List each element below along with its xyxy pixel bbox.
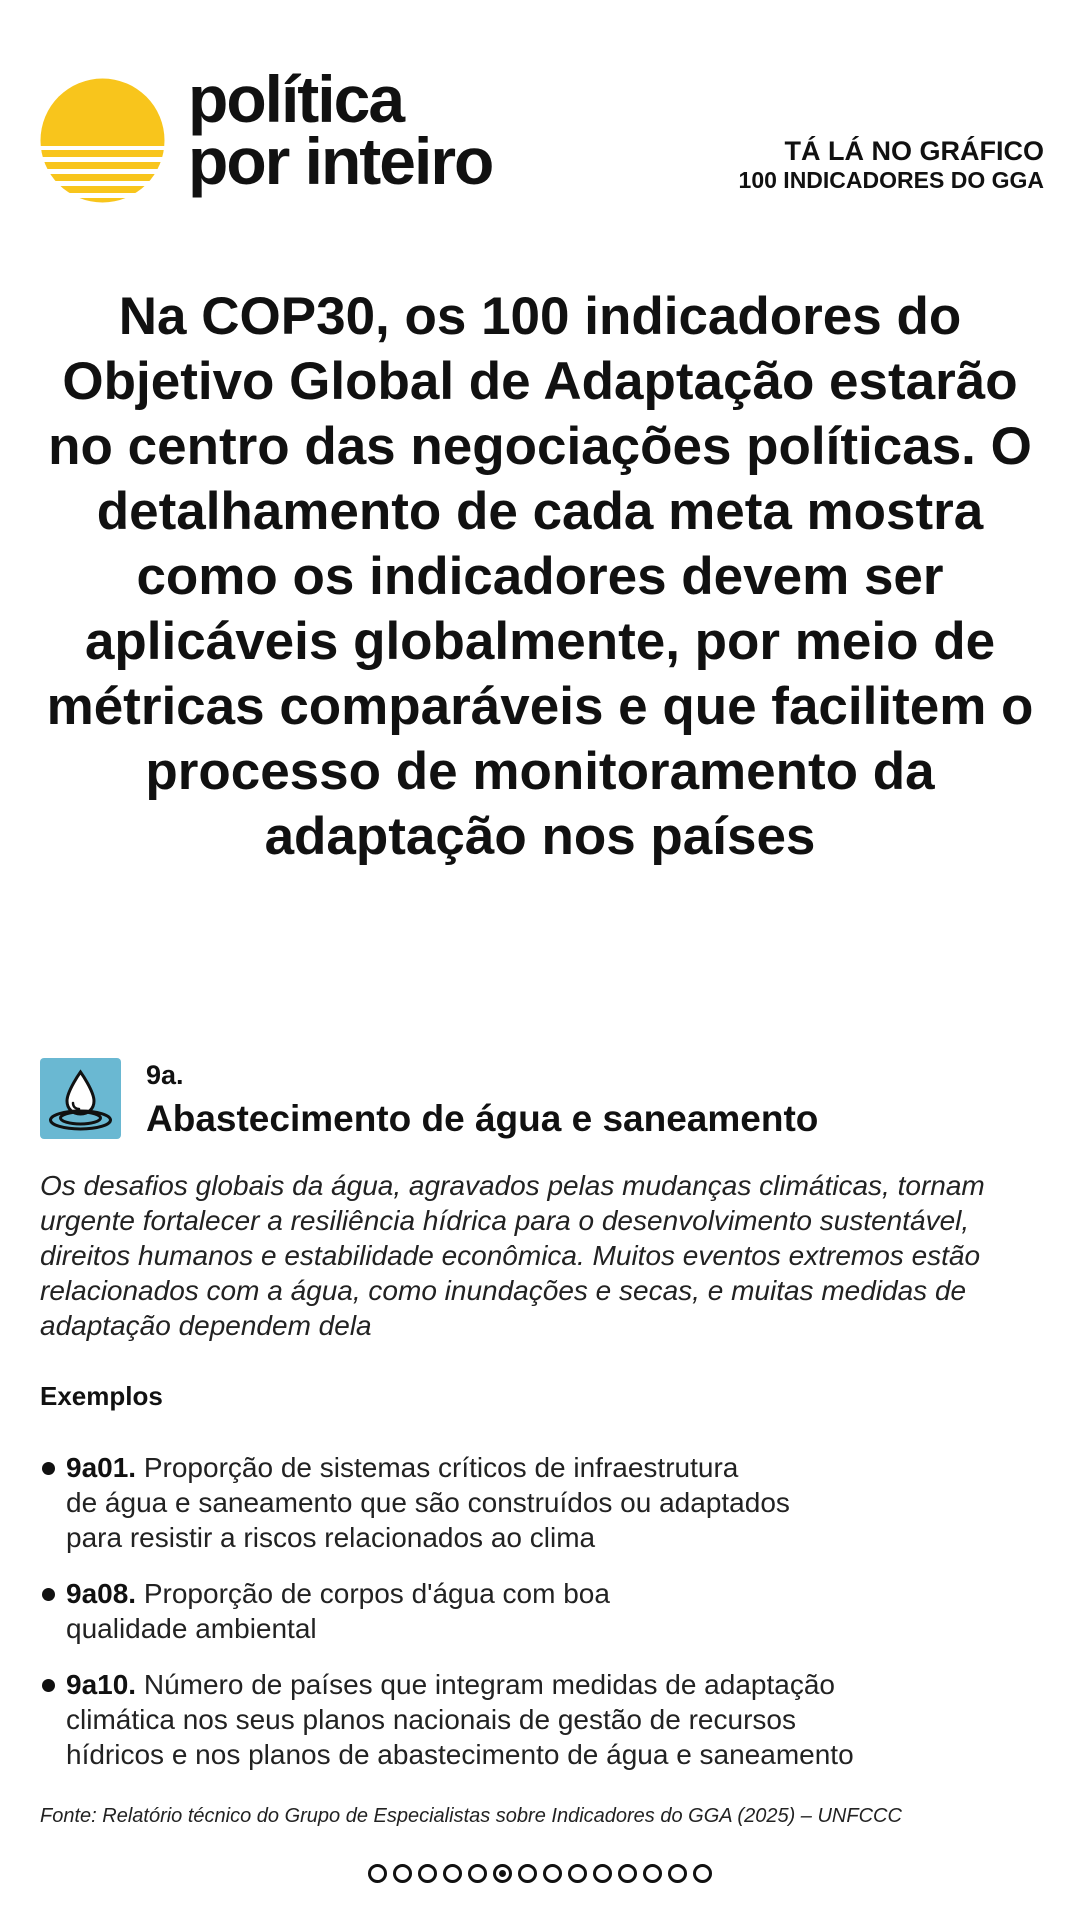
water-drop-icon	[40, 1058, 121, 1139]
series-label	[739, 136, 1044, 194]
list-item	[40, 1576, 1040, 1646]
pagination-dot[interactable]	[643, 1864, 662, 1883]
topic-header	[40, 1058, 1040, 1148]
sun-stripes-logo-icon	[40, 78, 165, 203]
pagination-dot[interactable]	[418, 1864, 437, 1883]
pagination-dot[interactable]	[543, 1864, 562, 1883]
brand-line-1: política	[188, 62, 404, 136]
pagination-dot[interactable]	[443, 1864, 462, 1883]
topic-description: Os desafios globais da água, agravados pelas mudanças climáticas, tornam urgente fortalecer a resiliência hídrica para o desenvolvimento sustentável, direitos humanos e estabilidade econômica. Muitos eventos extremos estão relacionados com a água, como inundações e secas, e muitas medidas de adaptação dependem dela	[40, 1170, 985, 1341]
indicator-code: 9a01.	[66, 1452, 144, 1483]
examples-heading: Exemplos	[40, 1381, 163, 1411]
pagination-dot[interactable]	[593, 1864, 612, 1883]
pagination-dots	[0, 1864, 1080, 1883]
pagination-dot[interactable]	[368, 1864, 387, 1883]
series-title: TÁ LÁ NO GRÁFICO	[784, 136, 1044, 166]
pagination-dot[interactable]	[468, 1864, 487, 1883]
indicator-text: Proporção de corpos d'água com boa qualidade ambiental	[66, 1578, 610, 1644]
series-subtitle: 100 INDICADORES DO GGA	[738, 167, 1044, 193]
header	[0, 0, 1080, 230]
pagination-dot[interactable]	[693, 1864, 712, 1883]
topic-title: Abastecimento de água e saneamento	[146, 1098, 819, 1139]
indicator-code: 9a08.	[66, 1578, 144, 1609]
examples-list	[40, 1450, 1040, 1793]
brand-line-2: por inteiro	[188, 124, 493, 198]
pagination-dot-active[interactable]	[493, 1864, 512, 1883]
brand-name	[188, 62, 493, 198]
indicator-code: 9a10.	[66, 1669, 144, 1700]
list-item	[40, 1450, 1040, 1555]
indicator-text: Número de países que integram medidas de adaptação climática nos seus planos nacionais de gestão de recursos hídricos e nos planos de abastecimento de água e saneamento	[66, 1669, 854, 1770]
indicator-text: Proporção de sistemas críticos de infraestrutura de água e saneamento que são construídos ou adaptados para resistir a riscos relacionados ao clima	[66, 1452, 790, 1553]
bullet-icon	[42, 1462, 55, 1475]
list-item	[40, 1667, 1040, 1772]
pagination-dot[interactable]	[668, 1864, 687, 1883]
bullet-icon	[42, 1588, 55, 1601]
topic-code: 9a.	[146, 1060, 184, 1090]
pagination-dot[interactable]	[393, 1864, 412, 1883]
pagination-dot[interactable]	[518, 1864, 537, 1883]
pagination-dot[interactable]	[568, 1864, 587, 1883]
source-note: Fonte: Relatório técnico do Grupo de Especialistas sobre Indicadores do GGA (2025) – UNFCCC	[40, 1805, 902, 1827]
headline: Na COP30, os 100 indicadores do Objetivo Global de Adaptação estarão no centro das negociações políticas. O detalhamento de cada meta mostra como os indicadores devem ser aplicáveis globalmente, por meio de métricas comparáveis e que facilitem o processo de monitoramento da adaptação nos países	[46, 287, 1034, 866]
pagination-dot[interactable]	[618, 1864, 637, 1883]
bullet-icon	[42, 1679, 55, 1692]
